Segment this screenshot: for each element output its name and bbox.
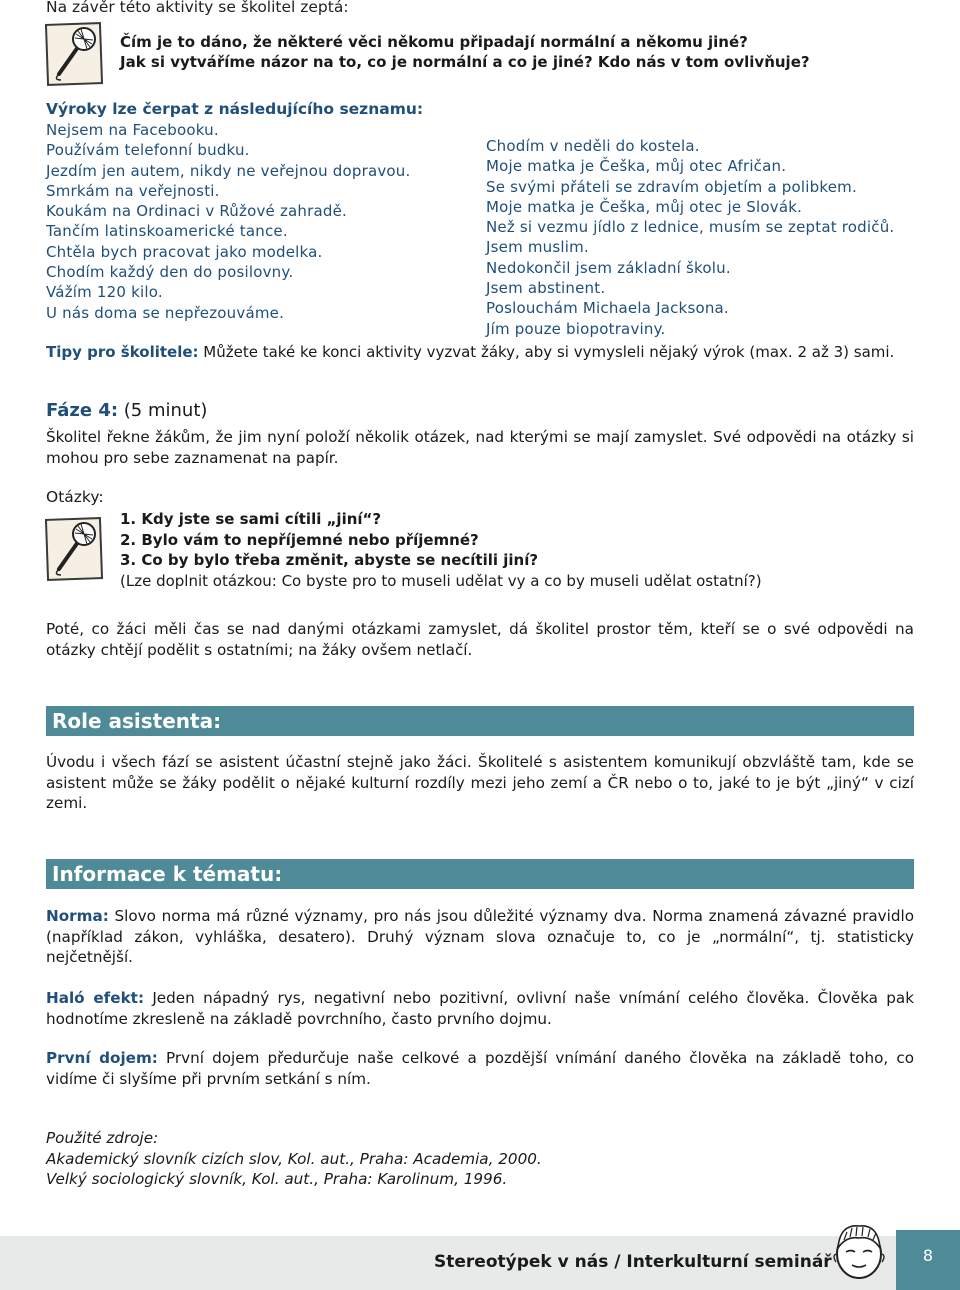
- question-3: 3. Co by bylo třeba změnit, abyste se necítili jiní?: [120, 551, 539, 569]
- intro-text: Na závěr této aktivity se školitel zeptá:: [46, 0, 349, 16]
- list-item: Smrkám na veřejnosti.: [46, 181, 220, 200]
- assistant-heading: Role asistenta:: [46, 706, 914, 736]
- question-2: 2. Bylo vám to nepříjemné nebo příjemné?: [120, 530, 479, 549]
- term-prvni-dojem: [46, 1048, 914, 1089]
- list-item: Jsem muslim.: [486, 238, 589, 257]
- tips-text: Můžete také ke konci aktivity vyzvat žáky, aby si vymysleli nějaký výrok (max. 2 až 3) sami.: [198, 343, 895, 361]
- list-item: Jím pouze biopotraviny.: [486, 319, 666, 338]
- page-number: 8: [922, 1246, 934, 1265]
- term-label: Norma:: [46, 907, 109, 925]
- footer-title: Stereotýpek v nás / Interkulturní seminář: [434, 1252, 832, 1272]
- microphone-icon: [45, 517, 103, 581]
- tips-label: Tipy pro školitele:: [46, 343, 199, 361]
- list-item: Jezdím jen autem, nikdy ne veřejnou dopravou.: [46, 161, 411, 180]
- source-item: Velký sociologický slovník, Kol. aut., Praha: Karolinum, 1996.: [46, 1170, 508, 1188]
- phase4-duration: (5 minut): [118, 400, 208, 421]
- term-label: První dojem:: [46, 1049, 158, 1067]
- closing-question-2: Jak si vytváříme názor na to, co je normální a co je jiné? Kdo nás v tom ovlivňuje?: [120, 53, 810, 71]
- footer: [0, 1236, 960, 1290]
- extra-question: (Lze doplnit otázkou: Co byste pro to museli udělat vy a co by museli udělat ostatní?): [120, 571, 762, 590]
- list-item: Používám telefonní budku.: [46, 141, 250, 160]
- character-face-icon: [828, 1218, 890, 1284]
- list-item: Vážím 120 kilo.: [46, 283, 163, 302]
- statements-list-right: [486, 136, 894, 339]
- list-item: Chodím v neděli do kostela.: [486, 137, 700, 155]
- list-item: U nás doma se nepřezouváme.: [46, 303, 285, 322]
- term-text: Slovo norma má různé významy, pro nás jsou důležité významy dva. Norma znamená závazné pravidlo (například zákon, vyhláška, desatero). Druhý význam slova označuje to, co je „normální“, tj. statisticky nejčetnější.: [46, 907, 914, 966]
- phase4-questions: [120, 509, 762, 591]
- list-item: Poslouchám Michaela Jacksona.: [486, 299, 729, 318]
- list-item: Jsem abstinent.: [486, 279, 606, 298]
- list-item: Moje matka je Češka, můj otec je Slovák.: [486, 197, 803, 216]
- tips-paragraph: [46, 343, 936, 361]
- term-halo-efekt: [46, 988, 914, 1029]
- phase4-label: Fáze 4:: [46, 400, 119, 421]
- list-item: Moje matka je Češka, můj otec Afričan.: [486, 157, 787, 176]
- term-text: První dojem předurčuje naše celkové a pozdější vnímání daného člověka na základě toho, co vidíme či slyšíme při prvním setkání s ním.: [46, 1049, 914, 1088]
- sources-label: Použité zdroje:: [46, 1129, 159, 1147]
- list-item: Nedokončil jsem základní školu.: [486, 258, 731, 277]
- question-1: 1. Kdy jste se sami cítili „jiní“?: [120, 510, 382, 528]
- questions-label: Otázky:: [46, 488, 104, 506]
- list-item: Nejsem na Facebooku.: [46, 121, 219, 139]
- microphone-icon: [45, 22, 103, 86]
- term-norma: [46, 906, 914, 968]
- list-item: Chtěla bych pracovat jako modelka.: [46, 242, 323, 261]
- phase4-text: Školitel řekne žákům, že jim nyní položí několik otázek, nad kterými se mají zamyslet. Své odpovědi na otázky si mohou pro sebe zaznamenat na papír.: [46, 428, 914, 467]
- list-item: Se svými přáteli se zdravím objetím a polibkem.: [486, 177, 857, 196]
- sources: [46, 1128, 542, 1190]
- statements-title: Výroky lze čerpat z následujícího seznamu:: [46, 100, 424, 118]
- list-item: Než si vezmu jídlo z lednice, musím se zeptat rodičů.: [486, 218, 895, 237]
- list-item: Tančím latinskoamerické tance.: [46, 222, 288, 241]
- closing-question-1: Čím je to dáno, že některé věci někomu připadají normální a někomu jiné?: [120, 33, 748, 51]
- closing-questions: [120, 32, 810, 72]
- phase4-after-text: Poté, co žáci měli čas se nad danými otázkami zamyslet, dá školitel prostor těm, kteří se o své odpovědi na otázky chtějí podělit s ostatními; na žáky ovšem netlačí.: [46, 620, 914, 659]
- list-item: Chodím každý den do posilovny.: [46, 263, 294, 282]
- phase4-heading: [46, 400, 207, 421]
- source-item: Akademický slovník cizích slov, Kol. aut., Praha: Academia, 2000.: [46, 1149, 542, 1168]
- page-number-box: [896, 1230, 960, 1290]
- term-label: Haló efekt:: [46, 989, 145, 1007]
- statements-list-left: [46, 120, 410, 323]
- info-heading: Informace k tématu:: [46, 859, 914, 889]
- list-item: Koukám na Ordinaci v Růžové zahradě.: [46, 202, 347, 221]
- assistant-text: Úvodu i všech fází se asistent účastní stejně jako žáci. Školitelé s asistentem komunikují obzvláště tam, kde se asistent může se žáky podělit o nějaké kulturní rozdíly mezi jeho zemí a ČR nebo o to, jaké to je být „jiný“ v cizí zemi.: [46, 753, 914, 812]
- term-text: Jeden nápadný rys, negativní nebo pozitivní, ovlivní naše vnímání celého člověka. Člověka pak hodnotíme zkresleně na základě povrchního, často prvního dojmu.: [46, 989, 914, 1028]
